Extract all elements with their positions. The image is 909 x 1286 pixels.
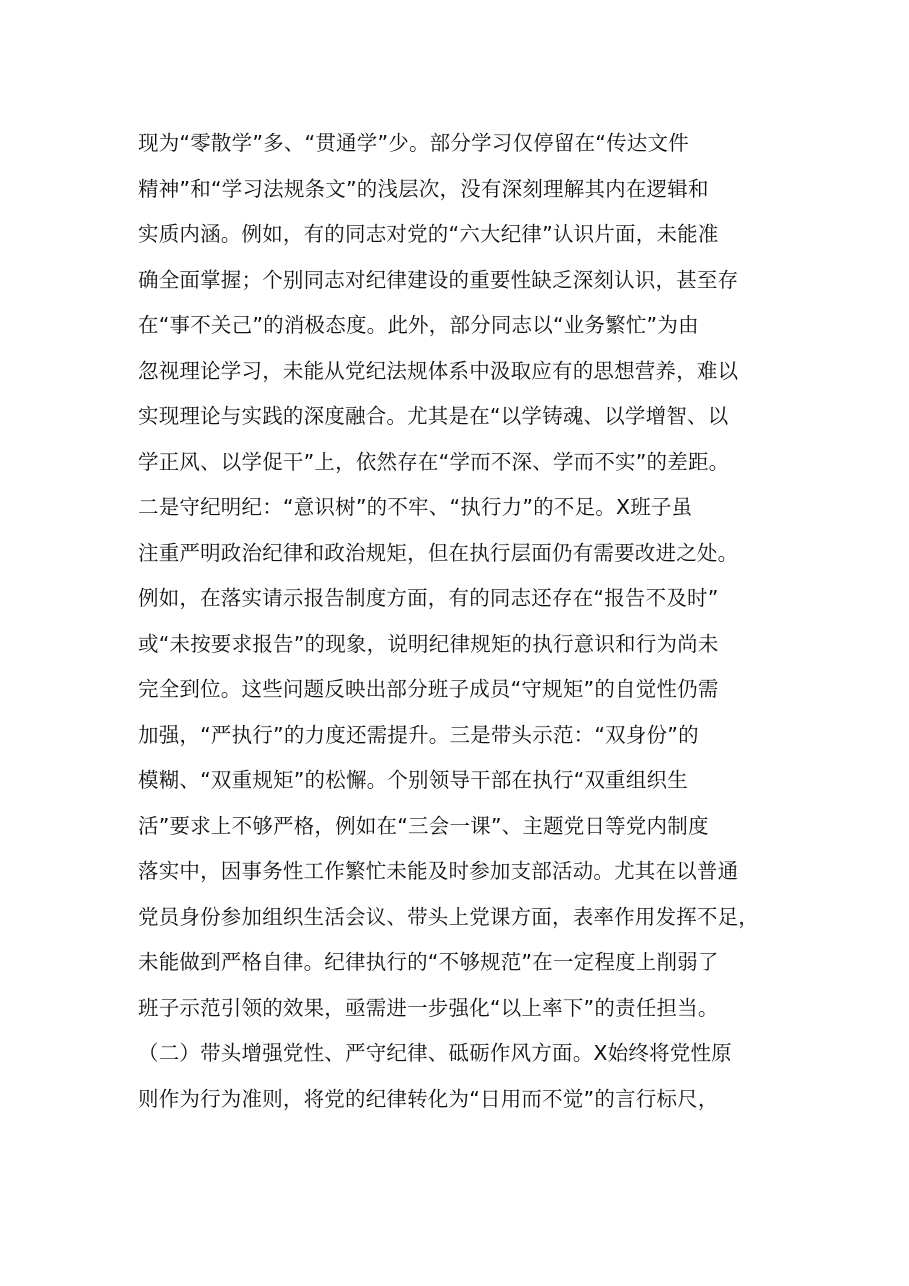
text-line: 在“事不关己”的消极态度。此外，部分同志以“业务繁忙”为由 (138, 313, 699, 337)
text-line: 加强，“严执行”的力度还需提升。三是带头示范：“双身份”的 (138, 722, 699, 747)
text-line: 或“未按要求报告”的现象，说明纪律规矩的执行意识和行为尚未 (138, 631, 719, 656)
text-line: 模糊、“双重规矩”的松懈。个别领导干部在执行“双重组织生 (138, 768, 688, 792)
text-line: 班子示范引领的效果，亟需进一步强化“以上率下”的责任担当。 (138, 995, 719, 1020)
text-line: 例如，在落实请示报告制度方面，有的同志还存在“报告不及时” (138, 586, 719, 610)
text-line: 二是守纪明纪：“意识树”的不牢、“执行力”的不足。X班子虽 (138, 495, 693, 519)
text-line: 学正风、以学促干”上，依然存在“学而不深、学而不实”的差距。 (138, 449, 730, 474)
text-line: 落实中，因事务性工作繁忙未能及时参加支部活动。尤其在以普通 (138, 859, 739, 883)
text-line: 实现理论与实践的深度融合。尤其是在“以学铸魂、以学增智、以 (138, 404, 729, 428)
text-line: 现为“零散学”多、“贯通学”少。部分学习仅停留在“传达文件 (138, 131, 689, 155)
text-line: 忽视理论学习，未能从党纪法规体系中汲取应有的思想营养，难以 (138, 358, 739, 383)
text-line: 精神”和“学习法规条文”的浅层次，没有深刻理解其内在逻辑和 (138, 176, 709, 201)
text-line: 完全到位。这些问题反映出部分班子成员“守规矩”的自觉性仍需 (138, 677, 719, 701)
text-line: 党员身份参加组织生活会议、带头上党课方面，表率作用发挥不足， (138, 904, 759, 929)
body-text (138, 121, 798, 1122)
text-line: 确全面掌握；个别同志对纪律建设的重要性缺乏深刻认识，甚至存 (138, 267, 739, 292)
text-line: 注重严明政治纪律和政治规矩，但在执行层面仍有需要改进之处。 (138, 540, 739, 565)
text-line: 则作为行为准则，将党的纪律转化为“日用而不觉”的言行标尺， (138, 1086, 719, 1111)
text-line: 未能做到严格自律。纪律执行的“不够规范”在一定程度上削弱了 (138, 950, 719, 974)
text-line: 活”要求上不够严格，例如在“三会一课”、主题党日等党内制度 (138, 813, 709, 838)
text-line: 实质内涵。例如，有的同志对党的“六大纪律”认识片面，未能准 (138, 222, 719, 246)
section-heading-line: （二）带头增强党性、严守纪律、砥砺作风方面。X始终将党性原 (138, 1041, 732, 1065)
